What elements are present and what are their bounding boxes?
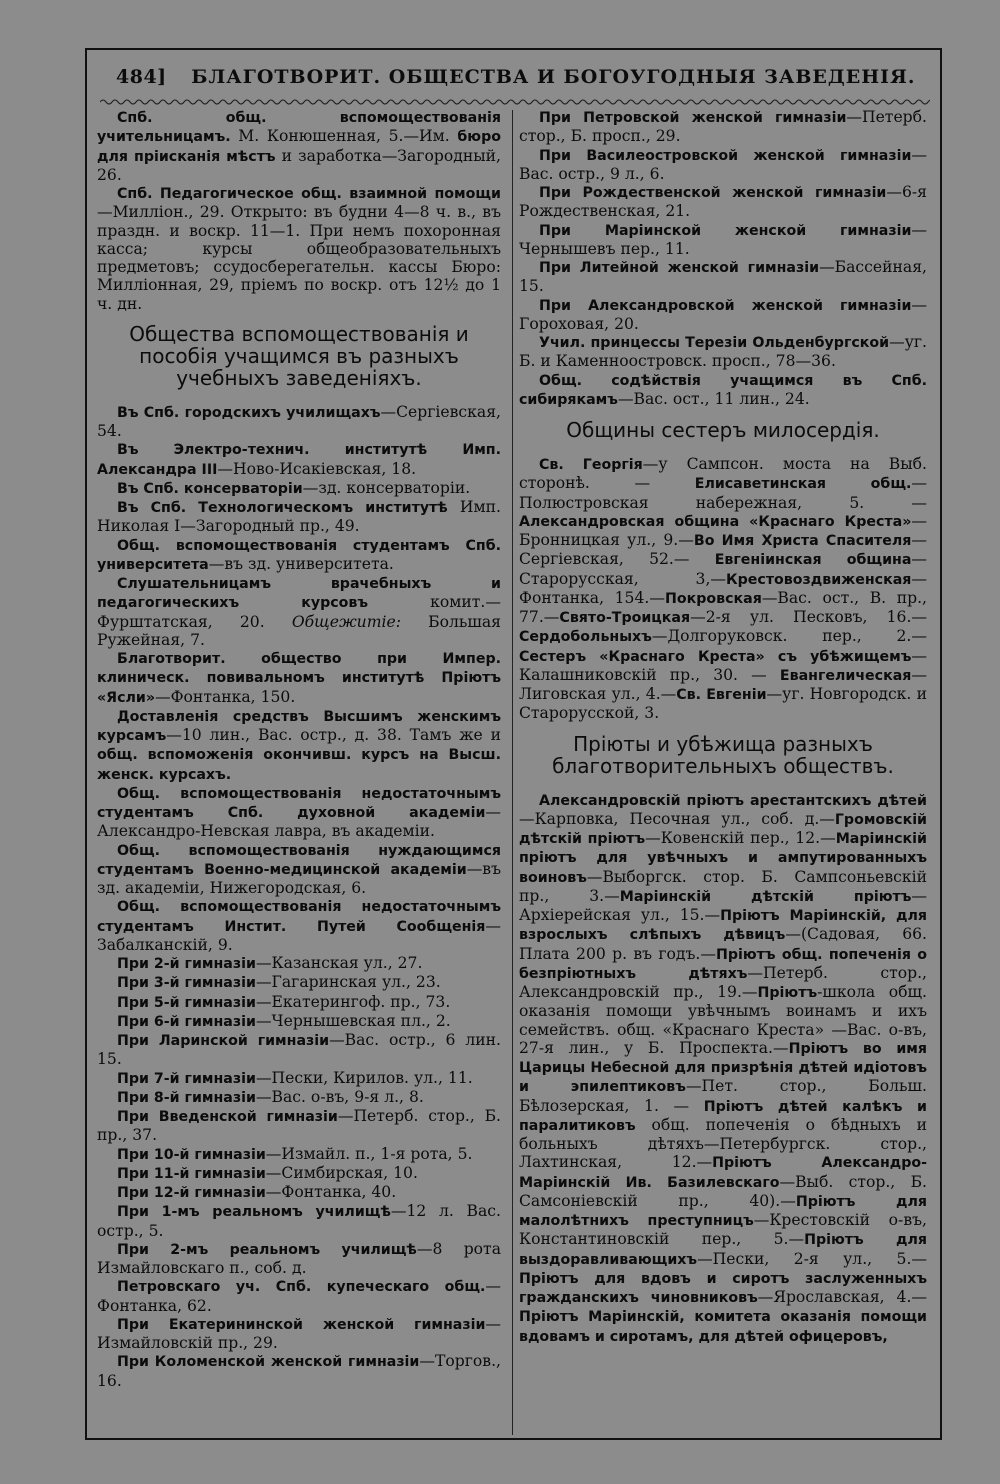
entry-name: При Коломенской женской гимназіи <box>117 1354 420 1371</box>
page-frame-bottom <box>85 1438 942 1440</box>
page-frame-right <box>940 48 942 1440</box>
entry-name: Общ. вспомоществованія недостаточнымъ студентамъ Спб. духовной академіи <box>97 785 501 821</box>
entry-name: Въ Спб. городскихъ училищахъ <box>117 404 381 421</box>
entry-name: При 2-мъ реальномъ училищѣ <box>117 1241 417 1258</box>
entry-name: Пріютъ <box>757 985 818 1001</box>
entry <box>519 108 927 146</box>
entry-text: —Симбирская, 10. <box>265 1163 418 1182</box>
entry-text: —Ковенскій пер., 12.— <box>645 829 836 847</box>
entry-name: Пріютъ Маріинскій, комитета оказанія помощи вдовамъ и сиротамъ, для дѣтей офицеровъ, <box>519 1309 927 1345</box>
entry-text: —Торгов., 16. <box>97 1352 501 1390</box>
entry-text: общ. попеченія о бѣдныхъ и больныхъ дѣтяхъ—Петербургск. стор., Лахтинская, 12.— <box>519 1115 927 1172</box>
entry-text: —Полюстровская набережная, 5. — <box>519 474 927 512</box>
column-divider <box>512 110 513 1435</box>
entry-text: —Сергіевская, 54. <box>97 402 501 440</box>
entry-text: —Старорусская, 3,— <box>519 550 928 588</box>
entry-name: Спб. общ. вспомоществованія учительницамъ. <box>97 110 501 146</box>
entry-text: —Ярославская, 4.— <box>757 1288 927 1306</box>
entry-name: При Екатерининской женской гимназіи <box>117 1316 486 1333</box>
entry-text: —Пески, 2-я ул., 5.— <box>697 1249 927 1268</box>
entry-name: Петровскаго уч. Спб. купеческаго общ. <box>117 1279 486 1296</box>
entry-name-2: общ. вспоможенія окончивш. курсъ на Высш. женск. курсахъ. <box>97 747 501 783</box>
entry-text: —Вас. остр., 6 лин. 15. <box>97 1031 501 1069</box>
entry <box>97 1315 501 1353</box>
entry <box>97 841 501 898</box>
entry-name: Общ. вспомоществованія студентамъ Спб. университета <box>97 537 501 573</box>
entry-text: —Выб. стор., Б. Самсоніевскій пр., 40).— <box>519 1172 927 1210</box>
entry-text: —Вас. о-въ, 9-я л., 8. <box>255 1087 424 1106</box>
entry-text: —10 лин., Вас. остр., д. 38. Тамъ же и <box>166 726 501 744</box>
entry-text: —Пет. стор., Больш. Бѣлозерская, 1. — <box>519 1077 927 1115</box>
entry-name: Пріютъ Александро-Маріинскій Ив. Базилевскаго <box>519 1155 927 1191</box>
entry <box>97 536 501 575</box>
entry-text: —Ново-Исакіевская, 18. <box>217 459 417 478</box>
entry-name: Св. Георгія <box>539 457 643 473</box>
entry <box>97 1031 501 1069</box>
entry <box>97 707 501 784</box>
entry <box>97 1088 501 1107</box>
entry-name: Общ. содѣйствія учащимся въ Спб. сибирякамъ <box>519 372 927 408</box>
entry-text: Имп. Николая I—Загородный пр., 49. <box>97 498 501 536</box>
entry-name: Пріютъ для выздоравливающихъ <box>519 1232 928 1268</box>
entry-text: —8 рота Измайловскаго п., соб. д. <box>97 1239 501 1277</box>
entry-text: —Казанская ул., 27. <box>255 954 423 972</box>
entry-name: При Петровской женской гимназіи <box>539 110 847 126</box>
entry-text: —Милліон., 29. Открыто: въ будни 4—8 ч. в., въ праздн. и воскр. 11—1. При немъ похоронная касса; курсы общеобразовательныхъ предметовъ; ссудосберегательн. кассы Бюро: Милліонная, 29, пріемъ по воскр. отъ 12½ до 1 ч. дн. <box>97 203 501 313</box>
entry-name: При 1-мъ реальномъ училищѣ <box>117 1204 391 1221</box>
running-title: БЛАГОТВОРИТ. ОБЩЕСТВА И БОГОУГОДНЫЯ ЗАВЕДЕНІЯ. <box>191 66 916 88</box>
entry-name: Спб. Педагогическое общ. взаимной помощи <box>117 186 501 202</box>
entry-text: —уг. Новгородск. и Старорусской, 3. <box>519 685 927 723</box>
entry-name: При 8-й гимназіи <box>117 1089 256 1106</box>
entry-text: —Измайл. п., 1-я рота, 5. <box>265 1144 473 1163</box>
entry-name: При Маріинской женской гимназіи <box>539 222 912 239</box>
page-frame-left <box>85 48 87 1440</box>
entry-name: При 5-й гимназіи <box>117 994 256 1011</box>
entry-text: —Вас. ост., 11 лин., 24. <box>617 389 810 408</box>
entry-text: —Гороховая, 20. <box>519 295 927 333</box>
entry-text: —Петерб. стор., Б. пр., 37. <box>97 1107 502 1145</box>
entry <box>97 784 501 841</box>
entry-text: —Калашниковскій пр., 30. — <box>519 646 927 684</box>
right-column <box>519 108 927 1346</box>
page-frame-top <box>85 48 942 50</box>
entry-text: —Архіерейская ул., 15.— <box>519 886 927 924</box>
entry <box>97 440 501 479</box>
entry-text: —Бассейная, 15. <box>519 258 927 296</box>
entry <box>519 221 927 259</box>
entry <box>97 498 501 536</box>
entry-text: —зд. консерваторіи. <box>302 478 471 497</box>
entry <box>97 649 501 707</box>
entry-name: Маріинскій пріютъ для увѣчныхъ и ампутированныхъ воиновъ <box>519 831 927 886</box>
entry-text: —Долгоруковск. пер., 2.— <box>651 627 927 646</box>
entry-name: При 2-й гимназіи <box>117 956 256 972</box>
entry-text: —Чернышевъ пер., 11. <box>519 220 927 258</box>
entry-text: -школа общ. оказанія помощи увѣчнымъ воинамъ и ихъ семействъ. общ. «Краснаго Креста» —Вас. о-въ, 27-я лин., у Б. Проспекта.— <box>519 983 927 1057</box>
entry <box>519 296 927 334</box>
entry-name: При 10-й гимназіи <box>117 1146 266 1163</box>
entry <box>97 993 501 1012</box>
entry-paragraph <box>519 791 927 1346</box>
entry-text: —Петерб. стор., Б. просп., 29. <box>519 108 927 146</box>
entry-name: Пріютъ во имя Царицы Небесной для призрѣнія дѣтей идіотовъ и эпилептиковъ <box>519 1040 927 1096</box>
entry <box>97 1164 501 1183</box>
entry-text: —Выборгск. стор. Б. Сампсоньевскій пр., 3.— <box>519 867 927 905</box>
entry <box>97 1107 501 1145</box>
entry-text: —Измайловскій пр., 29. <box>97 1314 501 1352</box>
entry-text: —въ зд. академіи, Нижегородская, 6. <box>97 859 501 897</box>
entry-text: —у Сампсон. моста на Выб. сторонѣ. — <box>519 455 928 493</box>
entry-name: Покровская <box>664 590 762 607</box>
entry-name: Елисаветинская общ. <box>694 476 912 493</box>
entry-name: Громовскій дѣтскій пріютъ <box>519 811 927 847</box>
entry-text-2: и заработка—Загородный, 26. <box>97 146 501 184</box>
entry-name: Пріютъ для вдовъ и сиротъ заслуженныхъ гражданскихъ чиновниковъ <box>519 1270 927 1306</box>
entry-text: —Александро-Невская лавра, въ академіи. <box>97 803 501 841</box>
entry-name: Александровскій пріютъ арестантскихъ дѣтей <box>539 792 927 809</box>
entry-text: —Лиговская ул., 4.— <box>519 665 927 703</box>
sisters-of-mercy-paragraph <box>519 455 927 723</box>
entry-name: Евгеніинская община <box>714 552 912 569</box>
entry-text: —12 л. Вас. остр., 5. <box>97 1202 501 1240</box>
entry <box>97 1352 501 1390</box>
entry-text: —Забалканскій, 9. <box>97 916 501 954</box>
entry-text: —Сергіевская, 52.— <box>519 531 927 569</box>
shelters-paragraph <box>519 791 927 1346</box>
entry <box>519 183 927 221</box>
right-top-entries <box>519 108 927 409</box>
entry-name: При 3-й гимназіи <box>117 975 256 992</box>
entry <box>97 403 501 441</box>
entry <box>97 1145 501 1164</box>
entry-text: —Фонтанка, 154.— <box>519 569 927 607</box>
entry <box>97 1277 501 1315</box>
entry-name: Учил. принцессы Терезіи Ольденбургской <box>539 335 890 351</box>
entry-name: Слушательницамъ врачебныхъ и педагогическихъ курсовъ <box>97 576 501 612</box>
entry-name: При Введенской гимназіи <box>117 1109 338 1125</box>
entry-name: Общ. вспомоществованія нуждающимся студентамъ Военно-медицинской академіи <box>97 842 501 878</box>
entry-name: Благотворит. общество при Импер. клиническ. повивальномъ институтѣ Пріютъ «Ясли» <box>97 651 501 706</box>
entry-text: —Вас. ост., В. пр., 77.— <box>519 588 927 626</box>
entry-name: При 7-й гимназіи <box>117 1070 256 1087</box>
entry-text: —Вас. остр., 9 л., 6. <box>519 145 927 183</box>
entry <box>97 1240 501 1278</box>
entry-name: При Литейной женской гимназіи <box>539 260 820 276</box>
entry <box>97 108 501 184</box>
entry <box>97 479 501 498</box>
entry-text: —Петерб. стор., Александровскій пр., 19.— <box>519 963 927 1001</box>
section-title-student-aid: Общества вспомоществованія и пособія учащимся въ разныхъ учебныхъ заведеніяхъ. <box>129 321 469 390</box>
entry <box>97 1012 501 1031</box>
entry-name: При 6-й гимназіи <box>117 1013 256 1030</box>
entry <box>97 574 501 649</box>
entry-name: Маріинскій дѣтскій пріютъ <box>619 888 912 905</box>
entry-text: —2-я ул. Песковъ, 16.— <box>690 608 927 626</box>
entry <box>97 1069 501 1088</box>
entry <box>519 146 927 184</box>
entry <box>97 897 501 954</box>
entry-text: —Бронницкая ул., 9.— <box>519 511 927 549</box>
entry-name-2: бюро для пріисканія мѣстъ <box>97 129 501 165</box>
left-top-entries <box>97 108 501 313</box>
entry-text: —Фонтанка, 40. <box>265 1183 397 1201</box>
entry <box>519 371 927 410</box>
entry-name: При Рождественской женской гимназіи <box>539 185 887 201</box>
entry-name: Евангелическая <box>779 667 912 684</box>
entry-name: Пріютъ Маріинскій, для взрослыхъ слѣпыхъ дѣвицъ <box>519 908 927 944</box>
entry-name: При 11-й гимназіи <box>117 1165 266 1182</box>
entry-name: Свято-Троицкая <box>559 610 691 626</box>
entry-name: Св. Евгеніи <box>676 687 767 703</box>
entry-italic: Общежитіе: <box>291 612 401 631</box>
entry <box>97 973 501 992</box>
entry-name: Во Имя Христа Спасителя <box>693 533 912 549</box>
entry-text: —Фонтанка, 150. <box>155 687 296 706</box>
entry-name: Въ Электро-технич. институтѣ Имп. Александра III <box>97 442 501 478</box>
entry-text: —Чернышевская пл., 2. <box>255 1011 451 1030</box>
entry-name: Пріютъ общ. попеченія о безпріютныхъ дѣтяхъ <box>519 946 927 982</box>
entry-text: —Пески, Кирилов. ул., 11. <box>255 1068 473 1087</box>
left-column <box>97 108 501 1390</box>
running-header <box>116 66 930 96</box>
wavy-rule <box>100 97 930 107</box>
page-number: 484] <box>116 66 167 88</box>
entry-name: Пріютъ для малолѣтнихъ преступницъ <box>519 1193 927 1229</box>
entry <box>97 1202 501 1240</box>
entry-name: При Василеостровской женской гимназіи <box>539 147 912 164</box>
entry-name: Въ Спб. Технологическомъ институтѣ <box>117 500 448 516</box>
entry-name: Пріютъ дѣтей калѣкъ и паралитиковъ <box>519 1098 927 1134</box>
entry-paragraph <box>519 455 927 723</box>
entry-text: комит.—Фурштатская, 20. <box>97 593 501 631</box>
left-entries <box>97 403 501 1390</box>
entry-name: При Ларинской гимназіи <box>117 1033 330 1049</box>
entry <box>519 258 927 296</box>
entry-text: —Екатерингоф. пр., 73. <box>255 992 451 1011</box>
entry-name: Сердобольныхъ <box>519 629 652 646</box>
entry-text: —уг. Б. и Каменноостровск. просп., 78—36. <box>519 333 927 371</box>
entry <box>519 333 927 371</box>
entry-name: Крестовоздвиженская <box>726 571 912 588</box>
entry-name: Александровская община «Краснаго Креста» <box>519 513 912 530</box>
entry-text: —Гагаринская ул., 23. <box>255 973 441 992</box>
section-title-shelters: Пріюты и убѣжища разныхъ благотворительныхъ обществъ. <box>552 731 894 778</box>
entry-text: М. Конюшенная, 5.—Им. <box>230 127 458 146</box>
section-title-sisters-of-mercy: Общины сестеръ милосердія. <box>566 418 880 442</box>
entry-text: —6-я Рождественская, 21. <box>519 183 927 221</box>
entry-text: —Крестовскій о-въ, Константиновскій пер., 5.— <box>519 1211 927 1249</box>
entry <box>97 1183 501 1202</box>
entry-name: Доставленія средствъ Высшимъ женскимъ курсамъ <box>97 708 501 744</box>
entry-text: —въ зд. университета. <box>208 554 394 573</box>
entry-text-2: Большая Ружейная, 7. <box>97 612 501 649</box>
entry-name: Сестеръ «Краснаго Креста» съ убѣжищемъ <box>519 648 912 665</box>
entry-name: При Александровской женской гимназіи <box>539 297 912 314</box>
entry-name: Въ Спб. консерваторіи <box>117 480 303 497</box>
entry-name: При 12-й гимназіи <box>117 1185 266 1201</box>
entry-text: —Фонтанка, 62. <box>97 1277 501 1315</box>
entry-name: Общ. вспомоществованія недостаточнымъ студентамъ Инстит. Путей Сообщенія <box>97 899 501 935</box>
entry <box>97 184 501 313</box>
entry <box>97 954 501 973</box>
entry-text: —Карповка, Песочная ул., соб. д.— <box>519 809 835 828</box>
entry-text: —(Садовая, 66. Плата 200 р. въ годъ.— <box>519 925 927 963</box>
